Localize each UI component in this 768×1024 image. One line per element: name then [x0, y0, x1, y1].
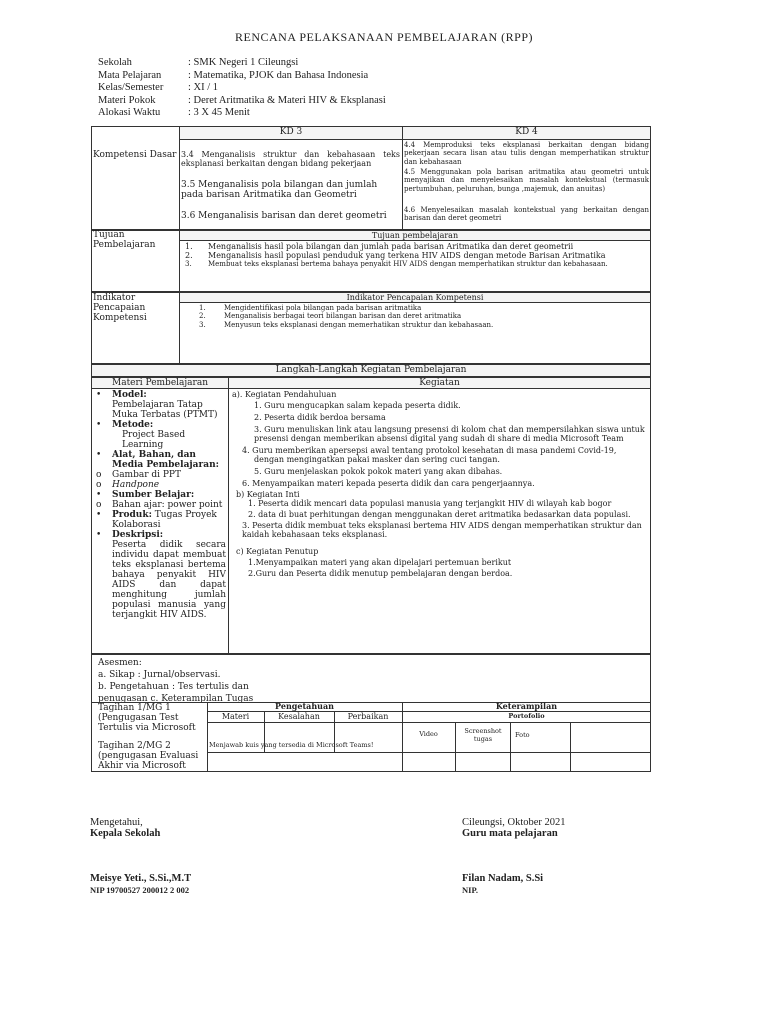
indikator-list	[195, 304, 645, 329]
info-label: Alokasi Waktu	[98, 107, 161, 118]
indikator-item: 3. Menyusun teks eksplanasi dengan memerhatikan struktur dan kebahasaan.	[199, 320, 494, 329]
materi-sumber-item: o Bahan ajar: power point	[96, 500, 223, 510]
signature-left	[90, 817, 350, 839]
kegiatan-a-title: a). Kegiatan Pendahuluan	[232, 390, 337, 399]
materi-header: Materi Pembelajaran	[91, 377, 229, 389]
kd3-item: 3.6 Menganalisis barisan dan deret geometri	[181, 211, 387, 221]
sign-right-line2: Guru mata pelajaran	[462, 828, 558, 839]
pengetahuan-col-perbaikan: Perbaikan	[347, 712, 389, 721]
materi-column	[96, 390, 226, 644]
kegiatan-c-title: c) Kegiatan Penutup	[236, 547, 319, 556]
indikator-label: Indikator Pencapaian Kompetensi	[93, 293, 147, 323]
signature-right	[462, 817, 702, 839]
asesmen-block	[98, 658, 298, 704]
kegiatan-header: Kegiatan	[228, 377, 651, 389]
kd3-header: KD 3	[179, 126, 403, 140]
info-value: : 3 X 45 Menit	[188, 107, 250, 118]
info-value: : Deret Aritmatika & Materi HIV & Eksplanasi	[188, 95, 386, 106]
asesmen-line: b. Pengetahuan : Tes tertulis dan	[98, 682, 249, 692]
sign-right-line1: Cileungsi, Oktober 2021	[462, 817, 566, 828]
info-value: : XI / 1	[188, 82, 219, 93]
sign-left-nip: NIP 19700527 200012 2 002	[90, 885, 190, 895]
materi-deskripsi-value: Peserta didik secara individu dapat membuat teks eksplanasi bertema bahaya penyakit HIV AIDS dan dapat menghitung jumlah populasi manusia yang terjangkit HIV AIDS.	[112, 540, 226, 620]
kegiatan-c-item: 2.Guru dan Peserta didik menutup pembelajaran dengan berdoa.	[248, 569, 513, 578]
kegiatan-b-item: 2. data di buat perhitungan dengan menggunakan deret aritmatika bedasarkan data populasi.	[248, 510, 631, 519]
info-label: Mata Pelajaran	[98, 70, 162, 81]
indikator-item: 2. Menganalisis berbagai teori bilangan barisan dan deret aritmatika	[199, 312, 462, 321]
tujuan-item: 1. Menganalisis hasil pola bilangan dan jumlah pada barisan Aritmatika dan deret geometrii	[185, 242, 574, 251]
kd3-item: 3.4 Menganalisis struktur dan kebahasaan teks eksplanasi berkaitan dengan bidang pekerjaan	[181, 150, 400, 168]
indikator-header: Indikator Pencapaian Kompetensi	[179, 292, 651, 303]
keterampilan-header: Keterampilan	[495, 701, 558, 711]
kegiatan-a-item: 6. Menyampaikan materi kepada peserta didik dan cara pengerjaannya.	[242, 479, 535, 488]
kd4-item: 4.6 Menyelesaikan masalah kontekstual yang berkaitan dengan barisan dan deret geometri	[404, 206, 649, 223]
asesmen-line: a. Sikap : Jurnal/observasi.	[98, 670, 221, 680]
kegiatan-a-item: 3. Guru menuliskan link atau langsung presensi di kolom chat dan mempersilahkan siswa untuk presensi dengan memberikan absensi digital yang sudah di share di media Microsoft Team	[254, 425, 645, 443]
kegiatan-a-item: 5. Guru menjelaskan pokok pokok materi yang akan dibahas.	[254, 467, 503, 476]
tagihan-2: Tagihan 2/MG 2 (pengugasan Evaluasi Akhir via Microsoft	[98, 741, 199, 771]
pengetahuan-header: Pengetahuan	[275, 701, 334, 711]
pengetahuan-col-kesalahan: Kesalahan	[278, 712, 320, 721]
materi-alat-item: o Handpone	[96, 480, 160, 490]
kd4-item: 4.5 Menggunakan pola barisan aritmatika atau geometri untuk menyajikan dan menyelesaikan masalah kontekstual (termasuk pertumbuhan, peluruhan, bunga ,majemuk, dan anuitas)	[404, 168, 649, 193]
sign-right-name: Filan Nadam, S.Si	[462, 873, 544, 884]
tujuan-header: Tujuan pembelajaran	[179, 230, 651, 241]
materi-metode: • Metode:	[96, 420, 154, 430]
materi-deskripsi: • Deskripsi:	[96, 530, 164, 540]
materi-model-value: Pembelajaran Tatap Muka Terbatas (PTMT)	[112, 400, 218, 420]
info-label: Kelas/Semester	[98, 82, 164, 93]
materi-alat: • Alat, Bahan, dan Media Pembelajaran:	[96, 450, 219, 470]
kegiatan-a-item: 2. Peserta didik berdoa bersama	[254, 413, 386, 422]
kd3-item: 3.5 Menganalisis pola bilangan dan jumlah pada barisan Aritmatika dan Geometri	[181, 180, 378, 200]
kegiatan-a-item: 4. Guru memberikan apersepsi awal tentang protokol kesehatan di masa pandemi Covid-19,	[242, 446, 617, 455]
keterampilan-col-foto: Foto	[515, 731, 530, 739]
kd4-item: 4.4 Memproduksi teks eksplanasi berkaitan dengan bidang pekerjaan secara lisan atau tulis dengan memperhatikan struktur dan kebahasaan	[404, 141, 649, 166]
info-value: : Matematika, PJOK dan Bahasa Indonesia	[188, 70, 369, 81]
tujuan-label: Tujuan Pembelajaran	[93, 230, 156, 250]
asesmen-line: penugasan c. Keterampilan Tugas	[98, 694, 254, 704]
sign-right-nip: NIP.	[462, 885, 478, 895]
materi-sumber: • Sumber Belajar:	[96, 490, 195, 500]
pengetahuan-col-materi: Materi	[221, 712, 250, 721]
tujuan-item: 2. Menganalisis hasil populasi penduduk yang terkena HIV AIDS dengan metode Barisan Aritmatika	[185, 251, 606, 260]
asesmen-title: Asesmen:	[98, 658, 142, 668]
tujuan-item: 3. Membuat teks eksplanasi bertema bahaya penyakit HIV AIDS dengan memperhatikan struktur dan kebahasaan.	[185, 260, 608, 268]
materi-alat-item: o Gambar di PPT	[96, 470, 181, 480]
materi-metode-value: Project Based Learning	[122, 430, 186, 450]
kegiatan-a-item: 1. Guru mengucapkan salam kepada peserta didik.	[254, 401, 461, 410]
keterampilan-col-screenshot: Screenshot tugas	[464, 727, 502, 743]
kegiatan-b-item: 3. Peserta didik membuat teks eksplanasi bertema HIV AIDS dengan memperhatikan struktur dan kaidah kebahasaan teks eksplanasi.	[242, 521, 642, 539]
materi-model: • Model:	[96, 390, 147, 400]
kegiatan-a-item: dengan mengingatkan pakai masker dan sering cuci tangan.	[254, 455, 500, 464]
langkah-header: Langkah-Langkah Kegiatan Pembelajaran	[91, 364, 651, 377]
sign-left-line2: Kepala Sekolah	[90, 828, 161, 839]
portofolio-label: Portofolio	[508, 712, 545, 720]
kegiatan-b-title: b) Kegiatan Inti	[236, 490, 300, 499]
sign-left-name: Meisye Yeti., S.Si.,M.T	[90, 873, 192, 884]
materi-produk: • Produk: Tugas Proyek Kolaborasi	[96, 510, 217, 530]
document-title: RENCANA PELAKSANAAN PEMBELAJARAN (RPP)	[234, 30, 534, 44]
kegiatan-c-item: 1.Menyampaikan materi yang akan dipelajari pertemuan berikut	[248, 558, 512, 567]
keterampilan-col-video: Video	[419, 730, 438, 738]
tagihan-1: Tagihan 1/MG 1 (Pengugasan Test Tertulis via Microsoft	[98, 703, 196, 733]
tujuan-list	[183, 242, 648, 269]
kegiatan-column	[232, 390, 646, 578]
asesmen-row2-text: Menjawab kuis yang tersedia di Microsoft Teams!	[209, 741, 374, 749]
info-value: : SMK Negeri 1 Cileungsi	[188, 57, 299, 68]
info-label: Materi Pokok	[98, 95, 156, 106]
kegiatan-b-item: 1. Peserta didik mencari data populasi manusia yang terjangkit HIV di wilayah kab bogor	[248, 499, 612, 508]
indikator-item: 1. Mengidentifikasi pola bilangan pada barisan aritmatika	[199, 304, 422, 312]
info-label: Sekolah	[98, 57, 132, 68]
sign-left-line1: Mengetahui,	[90, 817, 143, 828]
kd4-header: KD 4	[402, 126, 651, 140]
kd-row-label: Kompetensi Dasar	[93, 150, 177, 160]
